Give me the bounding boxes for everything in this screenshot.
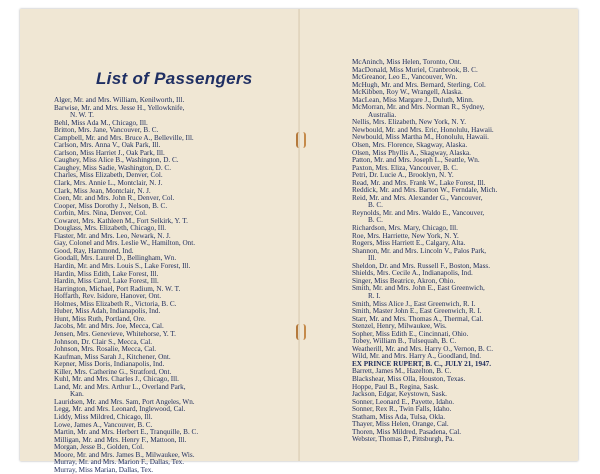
passenger-entry: Jackson, Edgar, Keystown, Sask. [352,390,447,399]
left-page [20,9,298,474]
right-page [300,9,578,461]
booklet [20,9,578,474]
passenger-entry: Smith, Miss Alice J., East Greenwich, R. I. [352,299,476,308]
passenger-entry: Caughey, Miss Sadie, Washington, D. C. [54,163,172,172]
passenger-entry: Gay, Colonel and Mrs. Leslie W., Hamilton, Ont. [54,239,196,248]
passenger-entry: Sonner, Rex R., Twin Falls, Idaho. [352,405,452,414]
passenger-entry: McGreanor, Leo E., Vancouver, Wn. [352,73,458,82]
passenger-entry: Jacobs, Mr. and Mrs. Joe, Mecca, Cal. [54,322,164,331]
passenger-entry: Blackshear, Miss Olla, Houston, Texas. [352,374,466,383]
passenger-entry: McHugh, Mr. and Mrs. Bernard, Sterling, Col. [352,80,486,89]
passenger-entry: Johnson, Dr. Clair S., Mecca, Cal. [54,337,153,346]
passenger-entry: Thayer, Miss Helen, Orange, Cal. [352,420,449,429]
passenger-entry: Weatherill, Mr. and Mrs. Harry O., Vernon, B. C. [352,344,494,353]
passenger-entry: Campbell, Mr. and Mrs. Bruce A., Belleville, Ill. [54,133,194,142]
passenger-entry: Martin, Mr. and Mrs. Herbert E., Tranquille, B. C. [54,428,199,437]
passenger-entry: Harrington, Michael, Port Radium, N. W. T. [54,284,181,293]
passenger-entry: Nellis, Mrs. Elizabeth, New York, N. Y. [352,118,466,127]
passenger-entry: Petri, Dr. Lucie A., Brooklyn, N. Y. [352,171,454,180]
passenger-entry: Reid, Mr. and Mrs. Alexander G., Vancouver, [352,193,483,202]
passenger-entry: Carlson, Mrs. Anna V., Oak Park, Ill. [54,141,161,150]
passenger-entry: Roe, Mrs. Harriette, New York, N. Y. [352,231,459,240]
passenger-entry: Shields, Mrs. Cecile A., Indianapolis, Ind. [352,269,473,278]
passenger-entry: Reynolds, Mr. and Mrs. Waldo E., Vancouver, [352,208,485,217]
passenger-entry: Patton, Mr. and Mrs. Joseph L., Seattle, Wn. [352,156,480,165]
passenger-entry: Legg, Mr. and Mrs. Leonard, Inglewood, Cal. [54,405,186,414]
passenger-entry: Starr, Mr. and Mrs. Thomas A., Thermal, Cal. [352,314,484,323]
passenger-entry: R. I. [368,291,381,300]
passenger-entry: Land, Mr. and Mrs. Arthur L., Overland Park, [54,382,186,391]
passenger-entry: Newbould, Mr. and Mrs. Eric, Honolulu, Hawaii. [352,125,494,134]
passenger-entry: Britton, Mrs. Jane, Vancouver, B. C. [54,126,159,135]
section-heading: EX PRINCE RUPERT, B. C., JULY 21, 1947. [352,359,492,368]
passenger-entry: McMorran, Mr. and Mrs. Norman R., Sydney, [352,103,485,112]
passenger-entry: Huber, Miss Adah, Indianapolis, Ind. [54,307,161,316]
passenger-entry: Paxton, Mrs. Eliza, Vancouver, B. C. [352,163,458,172]
passenger-entry: Sheldon, Dr. and Mrs. Russell F., Boston, Mass. [352,261,490,270]
passenger-entry: McKibben, Roy W., Wrangell, Alaska. [352,88,463,97]
passenger-entry: Smith, Mr. and Mrs. John E., East Greenwich, [352,284,485,293]
passenger-list-left [54,97,292,474]
passenger-entry: B. C. [368,201,383,210]
passenger-entry: Hardin, Mr. and Mrs. Louis S., Lake Forest, Ill. [54,262,191,271]
passenger-entry: Sopher, Miss Edith E., Cincinnati, Ohio. [352,329,469,338]
passenger-entry: Read, Mr. and Mrs. Frank W., Lake Forest, Ill. [352,178,486,187]
passenger-entry: Rogers, Miss Harriett E., Calgary, Alta. [352,239,466,248]
passenger-entry: McAninch, Miss Helen, Toronto, Ont. [352,58,462,66]
passenger-entry: Richardson, Mrs. Mary, Chicago, Ill. [352,224,458,233]
passenger-list-right [352,59,574,444]
passenger-entry: B. C. [368,216,383,225]
passenger-entry: Smith, Master John E., East Greenwich, R. I. [352,307,482,316]
passenger-entry: Reddick, Mr. and Mrs. Barton W., Ferndale, Mich. [352,186,498,195]
passenger-entry: Murray, Mr. and Mrs. Marion F., Dallas, Tex. [54,458,185,467]
passenger-entry: Shannon, Mr. and Mrs. Lincoln V., Palos Park, [352,246,487,255]
passenger-entry: Lauridsen, Mr. and Mrs. Sam, Port Angeles, Wn. [54,397,195,406]
passenger-entry: Olsen, Mrs. Florence, Skagway, Alaska. [352,141,468,150]
passenger-entry: Kaufman, Miss Sarah J., Kitchener, Ont. [54,352,171,361]
passenger-entry: Cooper, Miss Dorothy J., Nelson, B. C. [54,201,168,210]
passenger-entry: Ill. [368,254,377,263]
passenger-entry: Jensen, Mrs. Genevieve, Whitehorse, Y. T. [54,329,176,338]
passenger-entry: Newbould, Miss Martha M., Honolulu, Hawaii. [352,133,489,142]
passenger-entry: Douglass, Mrs. Elizabeth, Chicago, Ill. [54,224,166,233]
passenger-entry: Barwise, Mr. and Mrs. Jesse H., Yellowknife, [54,103,185,112]
passenger-entry: MacDonald, Miss Muriel, Cranbrook, B. C. [352,65,478,74]
passenger-entry: Kepner, Miss Doris, Indianapolis, Ind. [54,360,165,369]
passenger-entry: Murray, Miss Marian, Dallas, Tex. [54,465,154,474]
passenger-entry: Olsen, Miss Phyllis A., Skagway, Alaska. [352,148,471,157]
passenger-entry: Tobey, William B., Tulsequah, B. C. [352,337,457,346]
passenger-entry: Killer, Mrs. Catherine G., Stratford, Ont. [54,367,172,376]
passenger-entry: Caughey, Miss Alice B., Washington, D. C. [54,156,179,165]
passenger-entry: Alger, Mr. and Mrs. William, Kenilworth, Ill. [54,96,185,104]
passenger-entry: Moore, Mr. and Mrs. James B., Milwaukee, Wis. [54,450,195,459]
passenger-entry: Cowaret, Mrs. Kathleen M., Fort Selkirk, Y. T. [54,216,188,225]
page-title: List of Passengers [96,69,253,88]
passenger-entry: Good, Ray, Hammond, Ind. [54,246,134,255]
passenger-entry: Goodall, Mrs. Laurel D., Bellingham, Wn. [54,254,177,263]
passenger-entry: Behl, Miss Ada M., Chicago, Ill. [54,118,148,127]
passenger-entry: Clark, Miss Jean, Montclair, N. J. [54,186,151,195]
passenger-entry: Milligan, Mr. and Mrs. Henry F., Mattoon, Ill. [54,435,187,444]
passenger-entry: MacLean, Miss Margare J., Duluth, Minn. [352,95,474,104]
passenger-entry: Charles, Miss Elizabeth, Denver, Col. [54,171,163,180]
passenger-entry: Wild, Mr. and Mrs. Harry A., Goodland, Ind. [352,352,482,361]
passenger-entry: Sonner, Leonard E., Payette, Idaho. [352,397,455,406]
passenger-entry: Statham, Miss Ada, Tulsa, Okla. [352,412,446,421]
passenger-entry: Barrett, James M., Hazelton, B. C. [352,367,452,376]
passenger-entry: Hoffarth, Rev. Isidore, Hanover, Ont. [54,292,162,301]
passenger-entry: Morgan, Jesse B., Golden, Col. [54,443,144,452]
passenger-entry: Australia. [368,110,397,119]
passenger-entry: Flaster, Mr. and Mrs. Leo, Newark, N. J. [54,231,171,240]
passenger-entry: Holmes, Miss Elizabeth R., Victoria, B. C. [54,299,177,308]
passenger-entry: Singer, Miss Beatrice, Akron, Ohio. [352,276,456,285]
passenger-entry: Hunt, Miss Ruth, Portland, Ore. [54,314,146,323]
passenger-entry: N. W. T. [70,111,94,120]
passenger-entry: Carlson, Miss Harriet J., Oak Park, Ill. [54,148,165,157]
passenger-entry: Corbin, Mrs. Nina, Denver, Col. [54,209,147,218]
passenger-entry: Kuhl, Mr. and Mrs. Charles J., Chicago, Ill. [54,375,179,384]
passenger-entry: Hardin, Miss Edith, Lake Forest, Ill. [54,269,159,278]
passenger-entry: Webster, Thomas P., Pittsburgh, Pa. [352,435,455,444]
passenger-entry: Johnson, Mrs. Rosalie, Mecca, Cal. [54,345,157,354]
passenger-entry: Lowe, James A., Vancouver, B. C. [54,420,153,429]
passenger-entry: Thoren, Miss Mildred, Pasadena, Cal. [352,427,461,436]
passenger-entry: Liddy, Miss Mildred, Chicago, Ill. [54,412,153,421]
passenger-entry: Hardin, Miss Carol, Lake Forest, Ill. [54,277,159,286]
passenger-entry: Coen, Mr. and Mrs. John R., Denver, Col. [54,194,175,203]
passenger-entry: Hoppe, Paul B., Regina, Sask. [352,382,439,391]
passenger-entry: Stenzel, Henry, Milwaukee, Wis. [352,322,447,331]
passenger-entry: Clark, Mrs. Annie L., Montclair, N. J. [54,179,163,188]
passenger-entry: Kan. [70,390,84,399]
